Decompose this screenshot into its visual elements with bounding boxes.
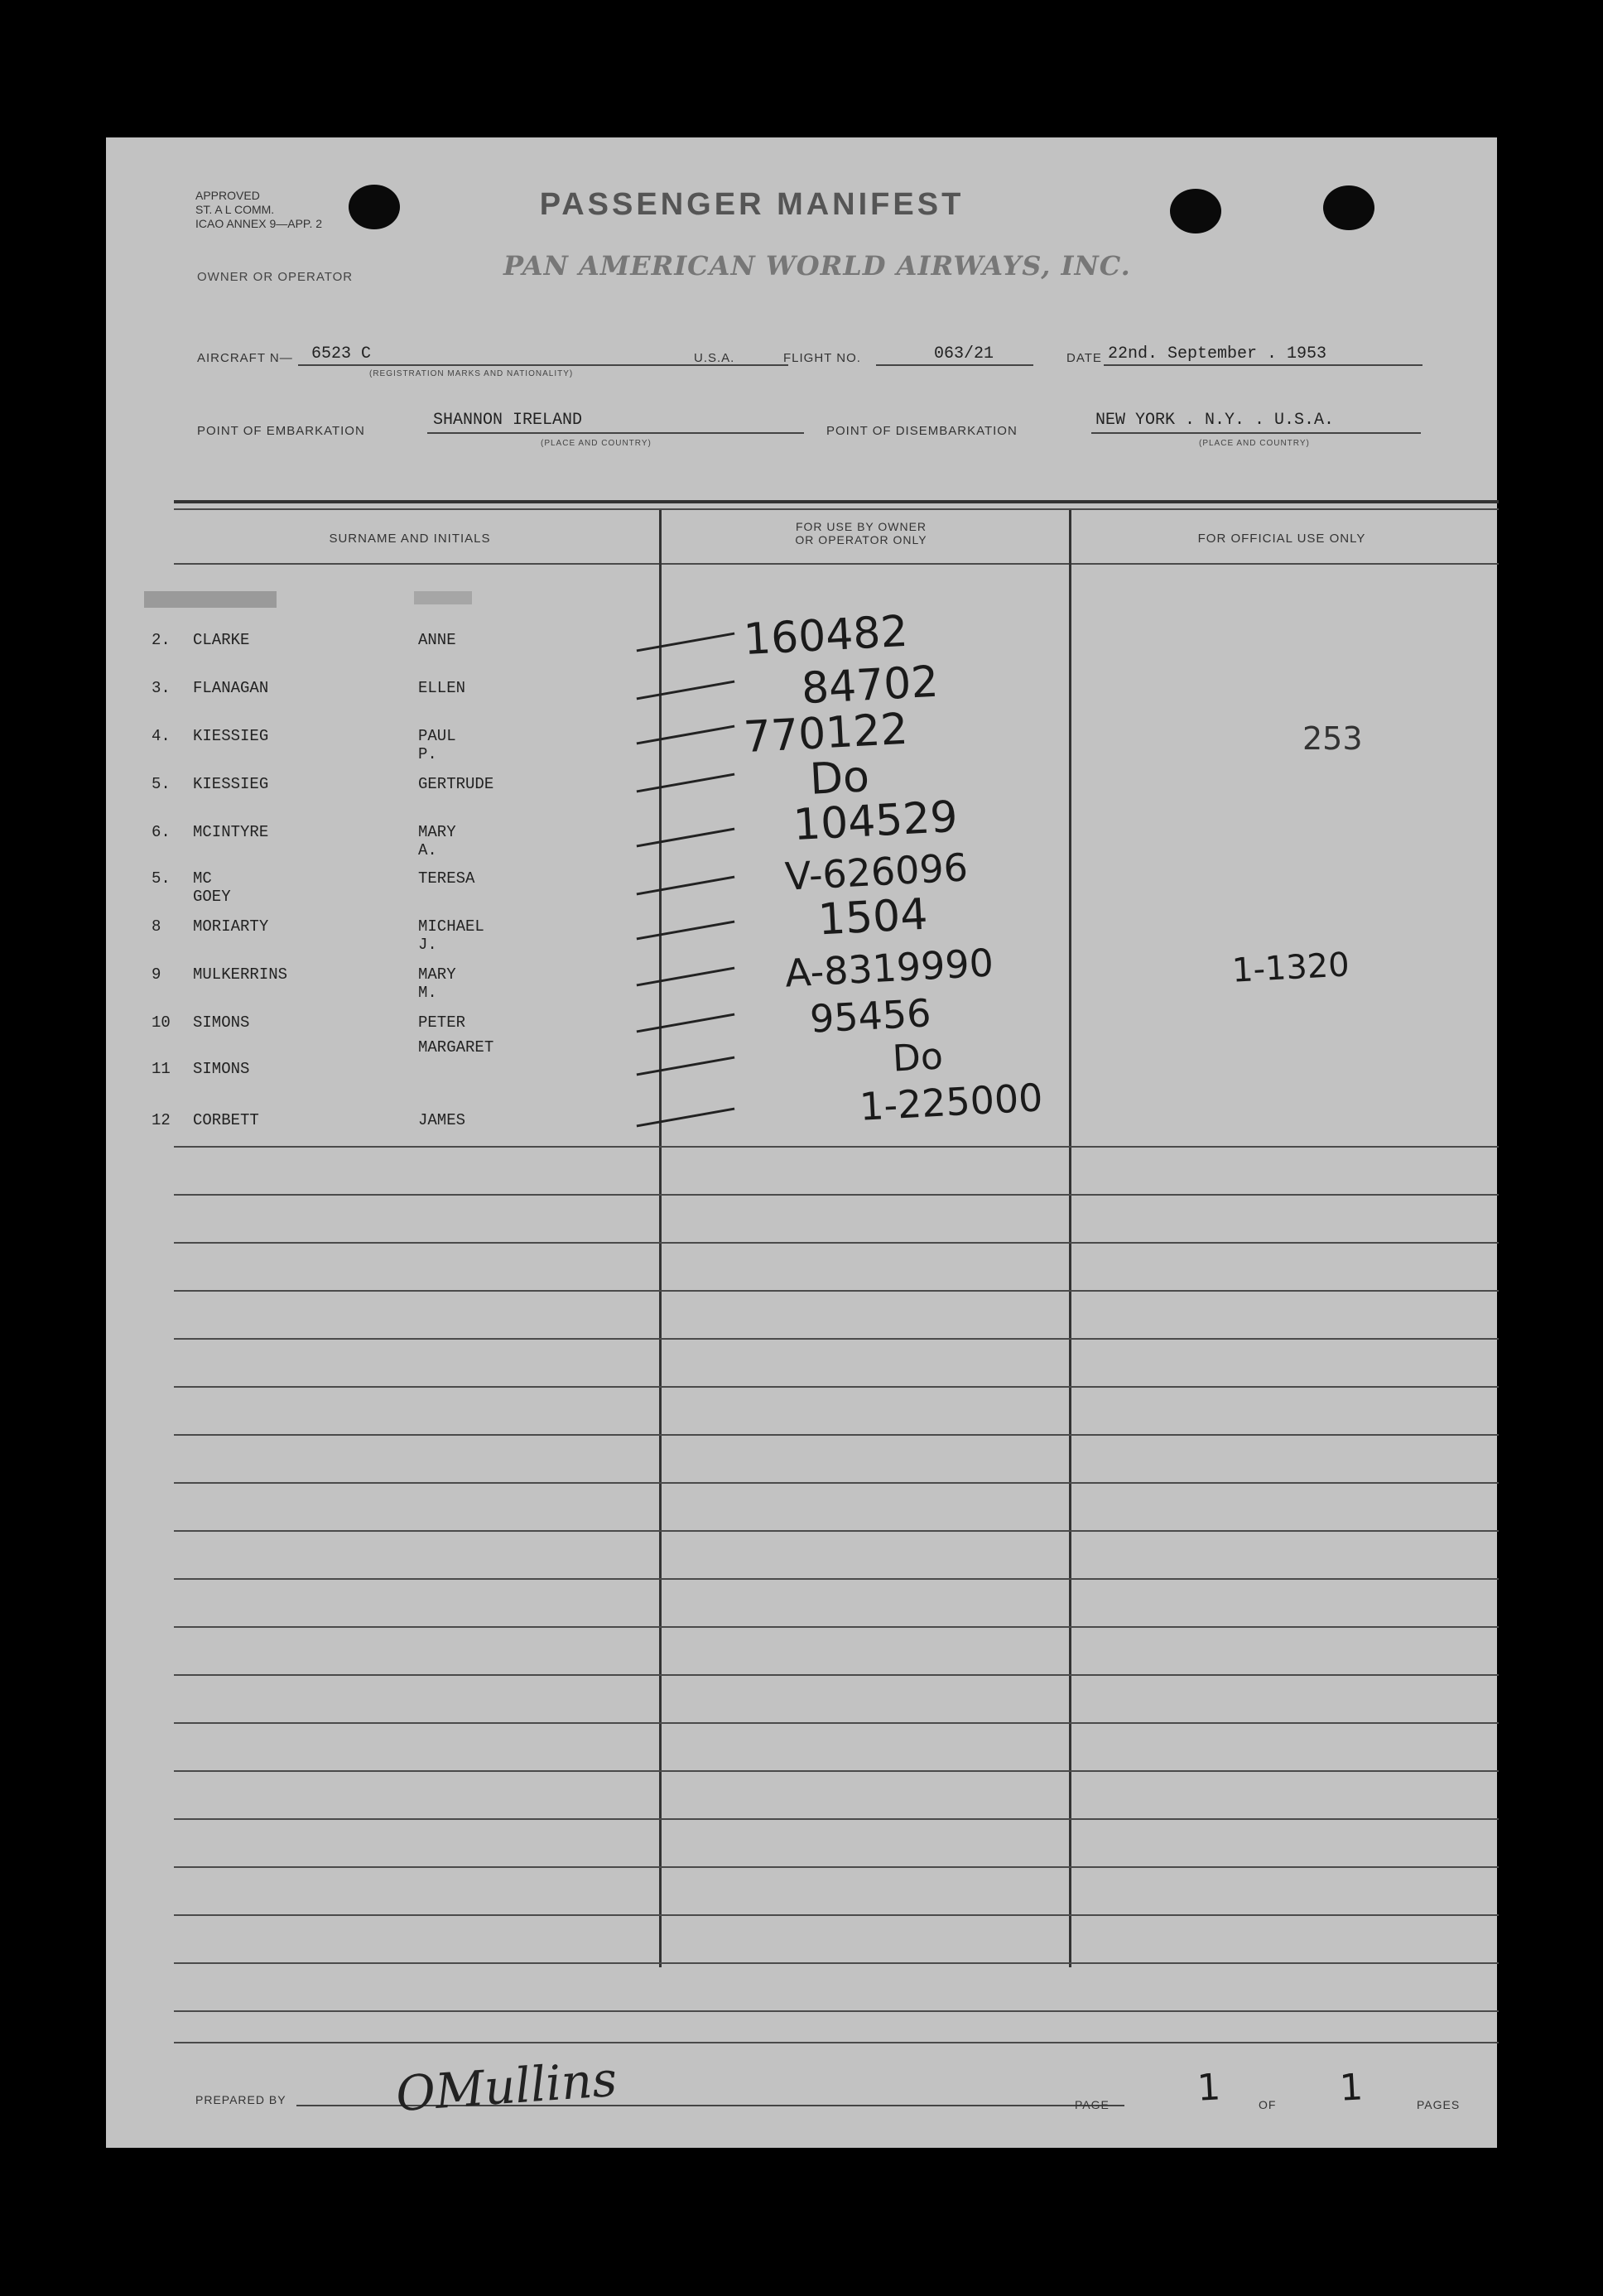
signature: OMullins <box>393 2050 619 2123</box>
given-name: MICHAEL J. <box>418 917 484 954</box>
surname: FLANAGAN <box>193 679 269 697</box>
underline <box>1104 364 1422 366</box>
given-name: ANNE <box>418 631 456 649</box>
flight-value: 063/21 <box>934 344 994 363</box>
ruled-line <box>174 1770 1499 1772</box>
pages-label: PAGES <box>1417 2098 1461 2111</box>
handwritten-number: 104529 <box>792 792 959 851</box>
handwritten-number: A-8319990 <box>783 940 995 996</box>
col-header-owner-line: FOR USE BY OWNER <box>795 520 927 533</box>
aircraft-value: 6523 C <box>311 344 372 363</box>
punch-hole <box>1323 185 1374 230</box>
given-name: PETER <box>418 1013 466 1032</box>
row-number: 3. <box>152 679 171 697</box>
page-value: 1 <box>1196 2066 1222 2110</box>
disembark-label: POINT OF DISEMBARKATION <box>826 424 1018 438</box>
row-number: 9 <box>152 965 161 984</box>
prepared-by-label: PREPARED BY <box>195 2093 286 2106</box>
handwritten-dash <box>637 876 735 896</box>
col-header-owner-line: OR OPERATOR ONLY <box>795 533 927 546</box>
handwritten-dash <box>637 681 735 700</box>
embark-sub: (PLACE AND COUNTRY) <box>541 439 652 448</box>
handwritten-number: 770122 <box>742 704 909 763</box>
handwritten-number: 1-225000 <box>858 1075 1044 1129</box>
given-name: JAMES <box>418 1111 466 1129</box>
approval-stamp <box>195 189 322 231</box>
ruled-line <box>174 1434 1499 1436</box>
table-top-rule <box>174 508 1499 510</box>
surname: KIESSIEG <box>193 727 269 745</box>
of-label: OF <box>1259 2098 1277 2111</box>
handwritten-number: V-626096 <box>783 845 970 899</box>
stamp-line: ICAO ANNEX 9—APP. 2 <box>195 217 323 230</box>
underline <box>1091 432 1421 434</box>
col-header-names: SURNAME AND INITIALS <box>329 532 491 546</box>
row-number: 6. <box>152 823 171 841</box>
handwritten-dash <box>637 773 735 793</box>
handwritten-number: 95456 <box>808 990 932 1042</box>
given-name: GERTRUDE <box>418 775 494 793</box>
handwritten-dash <box>637 967 735 987</box>
handwritten-official: 1-1320 <box>1230 946 1350 990</box>
surname: MCINTYRE <box>193 823 269 841</box>
punch-hole <box>1170 189 1221 233</box>
aircraft-sub: (REGISTRATION MARKS AND NATIONALITY) <box>369 369 574 378</box>
handwritten-number: Do <box>808 752 871 805</box>
ruled-line <box>174 1338 1499 1340</box>
col-header-owner <box>662 520 1060 546</box>
ruled-line <box>174 1530 1499 1532</box>
redacted-entry <box>414 591 472 604</box>
ruled-line <box>174 1674 1499 1676</box>
disembark-sub: (PLACE AND COUNTRY) <box>1199 439 1310 448</box>
ruled-line <box>174 1914 1499 1916</box>
embark-value: SHANNON IRELAND <box>433 411 583 430</box>
owner-label: OWNER OR OPERATOR <box>197 270 354 284</box>
given-name: TERESA <box>418 869 475 888</box>
handwritten-number: 1504 <box>816 889 929 946</box>
given-name: ELLEN <box>418 679 466 697</box>
ruled-line <box>174 1242 1499 1244</box>
row-number: 12 <box>152 1111 171 1129</box>
column-divider <box>1069 510 1071 1967</box>
embark-label: POINT OF EMBARKATION <box>197 424 365 438</box>
underline <box>876 364 1033 366</box>
surname: CLARKE <box>193 631 250 649</box>
page-label: PAGE <box>1075 2098 1110 2111</box>
surname: SIMONS <box>193 1060 250 1078</box>
redacted-entry <box>144 591 277 608</box>
row-number: 2. <box>152 631 171 649</box>
aircraft-label: AIRCRAFT N— <box>197 351 293 365</box>
given-name: MARGARET <box>418 1038 494 1057</box>
handwritten-dash <box>637 921 735 941</box>
surname: CORBETT <box>193 1111 259 1129</box>
ruled-line <box>174 1818 1499 1820</box>
ruled-line <box>174 1722 1499 1724</box>
flight-label: FLIGHT NO. <box>783 351 861 365</box>
manifest-sheet <box>106 137 1497 2148</box>
row-number: 10 <box>152 1013 171 1032</box>
given-name: MARY A. <box>418 823 456 859</box>
carrier-name: PAN AMERICAN WORLD AIRWAYS, INC. <box>503 250 1131 282</box>
given-name: PAUL P. <box>418 727 456 763</box>
surname: SIMONS <box>193 1013 250 1032</box>
ruled-line <box>174 1482 1499 1484</box>
row-number: 11 <box>152 1060 171 1078</box>
row-number: 8 <box>152 917 161 936</box>
ruled-line <box>174 1290 1499 1292</box>
of-value: 1 <box>1338 2066 1365 2110</box>
handwritten-dash <box>637 1057 735 1076</box>
handwritten-number: 160482 <box>742 606 909 666</box>
footer-rule <box>174 2042 1499 2043</box>
disembark-value: NEW YORK . N.Y. . U.S.A. <box>1095 411 1335 430</box>
official-number: 253 <box>1302 720 1363 757</box>
ruled-line <box>174 1962 1499 1964</box>
column-divider <box>659 510 662 1967</box>
handwritten-dash <box>637 633 735 652</box>
ruled-line <box>174 1866 1499 1868</box>
handwritten-dash <box>637 828 735 848</box>
stamp-line: APPROVED <box>195 189 260 202</box>
ruled-line <box>174 1626 1499 1628</box>
surname: MORIARTY <box>193 917 269 936</box>
ruled-line <box>174 2010 1499 2012</box>
manifest-title: PASSENGER MANIFEST <box>539 187 965 222</box>
ruled-line <box>174 1386 1499 1388</box>
row-number: 5. <box>152 869 171 888</box>
table-header-rule <box>174 563 1499 565</box>
row-number: 4. <box>152 727 171 745</box>
usa-label: U.S.A. <box>694 351 735 365</box>
stamp-line: ST. A L COMM. <box>195 203 275 216</box>
ruled-line <box>174 1146 1499 1148</box>
handwritten-dash <box>637 725 735 745</box>
handwritten-number: Do <box>891 1035 945 1081</box>
handwritten-number: 84702 <box>800 657 940 715</box>
ruled-line <box>174 1194 1499 1196</box>
surname: MC GOEY <box>193 869 231 906</box>
underline <box>427 432 804 434</box>
table-top-rule <box>174 500 1499 503</box>
given-name: MARY M. <box>418 965 456 1002</box>
surname: MULKERRINS <box>193 965 288 984</box>
row-number: 5. <box>152 775 171 793</box>
date-label: DATE <box>1066 351 1102 365</box>
handwritten-dash <box>637 1013 735 1033</box>
surname: KIESSIEG <box>193 775 269 793</box>
handwritten-dash <box>637 1108 735 1128</box>
date-value: 22nd. September . 1953 <box>1108 344 1327 363</box>
ruled-line <box>174 1578 1499 1580</box>
col-header-official: FOR OFFICIAL USE ONLY <box>1197 532 1366 546</box>
